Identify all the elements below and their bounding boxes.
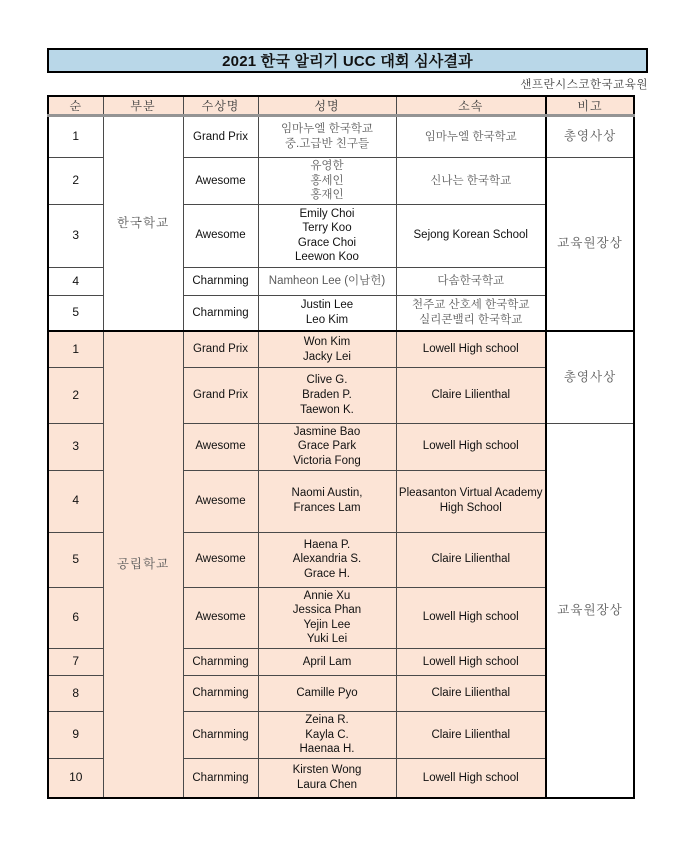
cell-line: Grace Park [297, 440, 357, 453]
affiliation-cell [396, 331, 546, 367]
cell-line: 다솜한국학교 [437, 274, 505, 287]
row-number-cell: 9 [48, 711, 103, 758]
row-number-cell: 6 [48, 587, 103, 648]
affiliation-cell [396, 532, 546, 587]
cell-line: Sejong Korean School [413, 229, 528, 242]
cell-line: Lowell High school [422, 611, 519, 624]
cell-line: Alexandria S. [292, 553, 362, 566]
cell-line: Jasmine Bao [293, 425, 361, 438]
cell-line: Haenaa H. [299, 743, 355, 756]
row-number-cell: 4 [48, 267, 103, 295]
row-number-cell: 5 [48, 295, 103, 331]
affiliation-cell [396, 587, 546, 648]
cell-line: Taewon K. [300, 403, 354, 416]
results-table-body [48, 116, 634, 799]
cell-line: Grace Choi [297, 236, 357, 249]
cell-line: Yuki Lei [306, 633, 348, 646]
column-header-remark: 비고 [546, 96, 634, 116]
cell-line: Victoria Fong [293, 454, 361, 467]
names-cell [258, 423, 396, 470]
cell-line: Camille Pyo [296, 687, 358, 700]
cell-line: Frances Lam [293, 502, 361, 515]
cell-line: Kirsten Wong [292, 764, 362, 777]
cell-line: Kayla C. [305, 728, 349, 741]
award-cell: Awesome [183, 587, 258, 648]
row-number-cell: 2 [48, 158, 103, 205]
row-number-cell: 2 [48, 367, 103, 423]
cell-line: 홍세인 [310, 174, 344, 187]
award-cell: Awesome [183, 204, 258, 267]
affiliation-cell [396, 648, 546, 675]
cell-line: 유영한 [310, 160, 344, 172]
affiliation-cell [396, 675, 546, 711]
cell-line: Claire Lilienthal [431, 388, 511, 401]
award-cell: Charnming [183, 648, 258, 675]
cell-line: 중.고급반 친구들 [284, 138, 370, 150]
cell-line: Annie Xu [303, 589, 351, 602]
cell-line: 신나는 한국학교 [430, 174, 512, 187]
affiliation-cell [396, 758, 546, 798]
column-header-affiliation: 소속 [396, 96, 546, 116]
affiliation-cell [396, 711, 546, 758]
category-cell: 한국학교 [103, 116, 183, 332]
row-number-cell: 1 [48, 331, 103, 367]
names-cell [258, 470, 396, 532]
remark-cell: 교육원장상 [546, 423, 634, 798]
cell-line: 홍재인 [310, 189, 344, 202]
results-table-header [48, 96, 634, 116]
results-table [47, 95, 635, 799]
names-cell [258, 267, 396, 295]
cell-line: Leewon Koo [295, 251, 359, 264]
cell-line: Jessica Phan [292, 604, 362, 617]
cell-line: April Lam [302, 655, 352, 668]
affiliation-cell [396, 470, 546, 532]
row-number-cell: 3 [48, 204, 103, 267]
names-cell [258, 532, 396, 587]
award-cell: Grand Prix [183, 331, 258, 367]
cell-line: Clive G. [306, 374, 348, 387]
affiliation-cell [396, 295, 546, 331]
award-cell: Awesome [183, 470, 258, 532]
cell-line: Claire Lilienthal [431, 728, 511, 741]
remark-cell: 교육원장상 [546, 158, 634, 332]
cell-line: High School [439, 502, 502, 515]
column-header-no: 순 [48, 96, 103, 116]
names-cell [258, 331, 396, 367]
award-cell: Charnming [183, 267, 258, 295]
affiliation-cell [396, 367, 546, 423]
remark-cell: 총영사상 [546, 331, 634, 423]
award-cell: Charnming [183, 758, 258, 798]
row-number-cell: 1 [48, 116, 103, 158]
cell-line: Jacky Lei [303, 350, 351, 363]
category-cell: 공립학교 [103, 331, 183, 798]
cell-line: Emily Choi [299, 207, 355, 220]
affiliation-cell [396, 423, 546, 470]
column-header-category: 부분 [103, 96, 183, 116]
cell-line: Pleasanton Virtual Academy [398, 487, 543, 500]
cell-line: Terry Koo [302, 222, 352, 235]
award-cell: Charnming [183, 675, 258, 711]
cell-line: Laura Chen [296, 778, 358, 791]
names-cell [258, 675, 396, 711]
award-cell: Charnming [183, 711, 258, 758]
cell-line: Haena P. [303, 538, 351, 551]
cell-line: Claire Lilienthal [431, 553, 511, 566]
column-header-award: 수상명 [183, 96, 258, 116]
cell-line: Namheon Lee (이남헌) [268, 274, 386, 287]
cell-line: Braden P. [302, 388, 352, 401]
award-cell: Grand Prix [183, 367, 258, 423]
names-cell [258, 116, 396, 158]
row-number-cell: 4 [48, 470, 103, 532]
cell-line: 천주교 산호세 한국학교 [412, 299, 530, 312]
award-cell: Awesome [183, 158, 258, 205]
names-cell [258, 158, 396, 205]
remark-cell: 총영사상 [546, 116, 634, 158]
row-number-cell: 7 [48, 648, 103, 675]
cell-line: Yejin Lee [303, 618, 351, 631]
cell-line: Grace H. [303, 567, 350, 580]
document-page [47, 48, 648, 799]
row-number-cell: 8 [48, 675, 103, 711]
names-cell [258, 204, 396, 267]
cell-line: 임마누엘 한국학교 [424, 130, 517, 143]
award-cell: Grand Prix [183, 116, 258, 158]
names-cell [258, 758, 396, 798]
names-cell [258, 648, 396, 675]
row-number-cell: 10 [48, 758, 103, 798]
names-cell [258, 295, 396, 331]
cell-line: Claire Lilienthal [431, 687, 511, 700]
cell-line: Zeina R. [305, 713, 349, 726]
org-subtitle: 샌프란시스코한국교육원 [520, 79, 648, 91]
cell-line: Naomi Austin, [291, 487, 363, 500]
cell-line: Won Kim [303, 335, 351, 348]
cell-line: Lowell High school [422, 343, 519, 356]
names-cell [258, 587, 396, 648]
affiliation-cell [396, 116, 546, 158]
award-cell: Awesome [183, 532, 258, 587]
names-cell [258, 711, 396, 758]
column-header-names: 성명 [258, 96, 396, 116]
cell-line: Leo Kim [305, 314, 349, 327]
cell-line: 임마누엘 한국학교 [280, 123, 374, 136]
title-banner [47, 48, 648, 73]
row-number-cell: 3 [48, 423, 103, 470]
affiliation-cell [396, 158, 546, 205]
award-cell: Awesome [183, 423, 258, 470]
cell-line: Justin Lee [300, 299, 354, 312]
affiliation-cell [396, 267, 546, 295]
cell-line: Lowell High school [422, 440, 519, 453]
award-cell: Charnming [183, 295, 258, 331]
names-cell [258, 367, 396, 423]
affiliation-cell [396, 204, 546, 267]
cell-line: Lowell High school [422, 771, 519, 784]
page-title: 2021 한국 알리기 UCC 대회 심사결과 [222, 53, 473, 70]
cell-line: 실리콘밸리 한국학교 [419, 314, 523, 327]
cell-line: Lowell High school [422, 655, 519, 668]
row-number-cell: 5 [48, 532, 103, 587]
